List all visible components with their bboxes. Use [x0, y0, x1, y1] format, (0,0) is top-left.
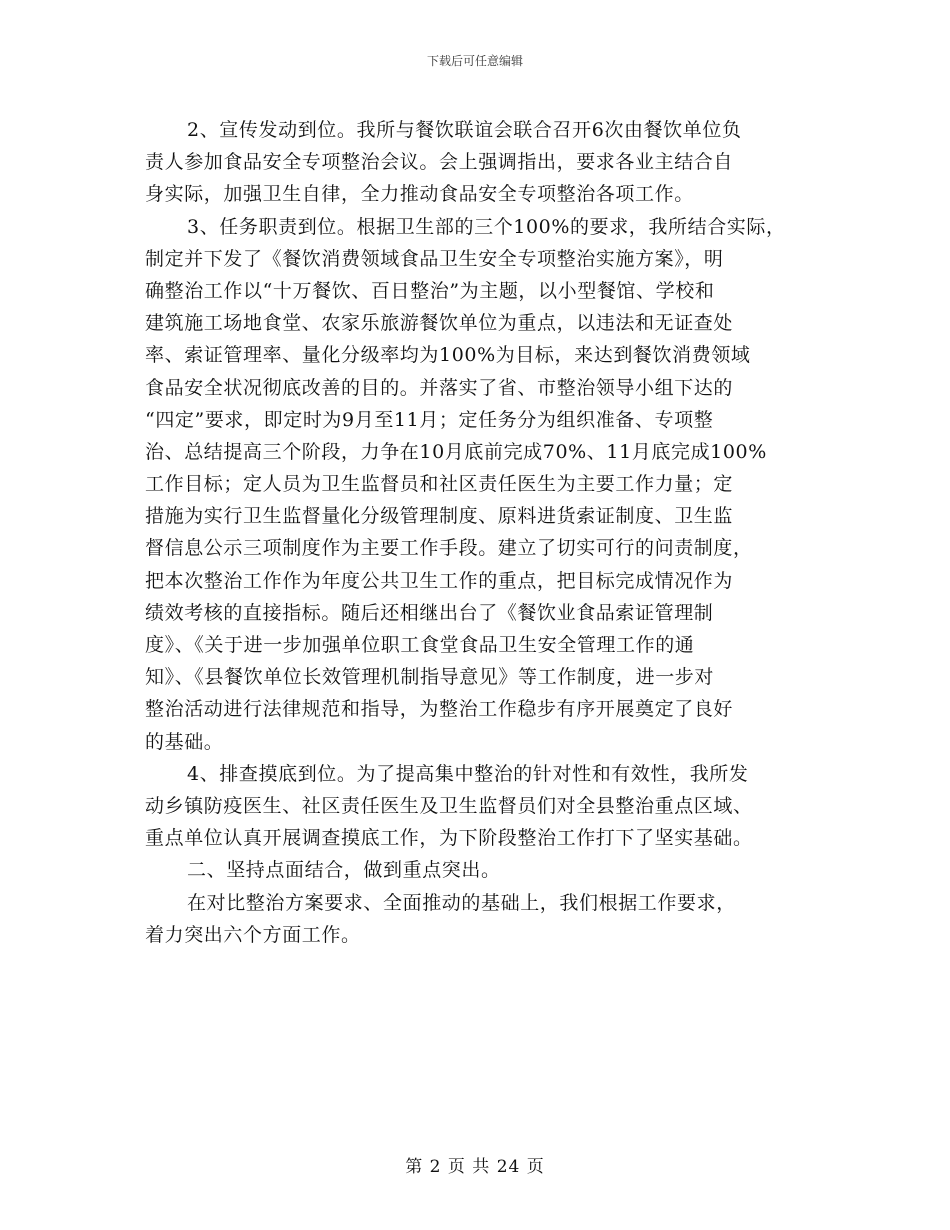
text-line: 治、总结提高三个阶段，力争在10月底前完成70%、11月底完成100% — [145, 440, 767, 463]
text-line: 工作目标；定人员为卫生监督员和社区责任医生为主要工作力量；定 — [145, 473, 734, 496]
text-line: 责人参加食品安全专项整治会议。会上强调指出，要求各业主结合自 — [145, 151, 734, 174]
text-line: 建筑施工场地食堂、农家乐旅游餐饮单位为重点，以违法和无证查处 — [145, 312, 734, 335]
text-line: 把本次整治工作作为年度公共卫生工作的重点，把目标完成情况作为 — [145, 569, 734, 592]
text-line: 重点单位认真开展调查摸底工作，为下阶段整治工作打下了坚实基础。 — [145, 827, 753, 850]
paragraph-focus — [145, 887, 835, 951]
text-line: 措施为实行卫生监督量化分级管理制度、原料进货索证制度、卫生监 — [145, 505, 734, 528]
text-line: 绩效考核的直接指标。随后还相继出台了《餐饮业食品索证管理制 — [145, 601, 714, 624]
text-line: 督信息公示三项制度作为主要工作手段。建立了切实可行的问责制度， — [145, 537, 753, 560]
text-line: 食品安全状况彻底改善的目的。并落实了省、市整治领导小组下达的 — [145, 376, 734, 399]
text-line: 度》、《关于进一步加强单位职工食堂食品卫生安全管理工作的通 — [145, 634, 695, 656]
text-line: 着力突出六个方面工作。 — [145, 923, 361, 946]
text-line: 整治活动进行法律规范和指导，为整治工作稳步有序开展奠定了良好 — [145, 698, 734, 721]
text-line: 3、任务职责到位。根据卫生部的三个100%的要求，我所结合实际， — [187, 215, 786, 238]
text-line: 4、排查摸底到位。为了提高集中整治的针对性和有效性，我所发 — [187, 762, 749, 785]
text-line: 身实际，加强卫生自律，全力推动食品安全专项整治各项工作。 — [145, 183, 694, 206]
text-line: 的基础。 — [145, 730, 224, 753]
text-line: 率、索证管理率、量化分级率均为100%为目标，来达到餐饮消费领域 — [145, 344, 751, 367]
document-body — [145, 114, 835, 951]
section-heading — [145, 854, 835, 886]
paragraph-publicity — [145, 114, 835, 211]
paragraph-responsibilities — [145, 211, 835, 758]
page-header-note: 下载后可任意编辑 — [426, 54, 523, 68]
text-line: 在对比整治方案要求、全面推动的基础上，我们根据工作要求， — [187, 891, 736, 914]
text-line: 二、坚持点面结合，做到重点突出。 — [187, 859, 501, 882]
text-line: 2、宣传发动到位。我所与餐饮联谊会联合召开6次由餐饮单位负 — [187, 119, 742, 141]
text-line: 制定并下发了《餐饮消费领域食品卫生安全专项整治实施方案》，明 — [145, 247, 724, 270]
page-number: 第 2 页 共 24 页 — [405, 1157, 545, 1177]
text-line: 动乡镇防疫医生、社区责任医生及卫生监督员们对全县整治重点区域、 — [145, 794, 753, 817]
text-line: 确整治工作以“十万餐饮、百日整治”为主题，以小型餐馆、学校和 — [145, 279, 715, 302]
text-line: “四定”要求，即定时为9月至11月；定任务分为组织准备、专项整 — [145, 408, 714, 431]
paragraph-investigation — [145, 758, 835, 855]
text-line: 知》、《县餐饮单位长效管理机制指导意见》等工作制度，进一步对 — [145, 666, 715, 689]
